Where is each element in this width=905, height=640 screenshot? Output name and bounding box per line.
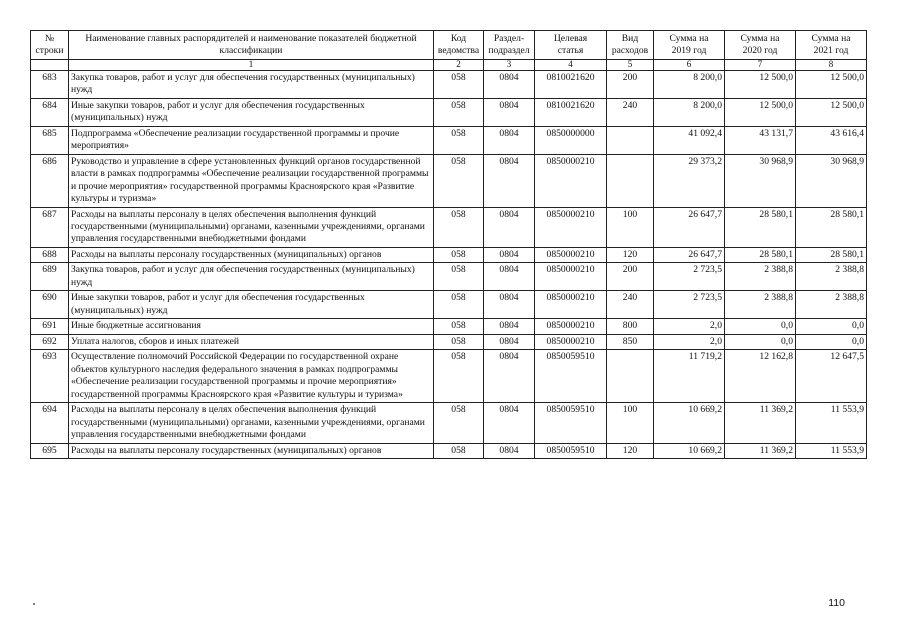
- row-number: 693: [31, 350, 69, 403]
- column-number: 8: [796, 59, 867, 70]
- row-expense-type: [607, 154, 654, 207]
- row-number: 691: [31, 319, 69, 334]
- row-name: Иные закупки товаров, работ и услуг для обеспечения государственных (муниципальных) нужд: [69, 291, 434, 319]
- row-sum-2020: 11 369,2: [725, 403, 796, 443]
- table-header: [31, 31, 867, 71]
- column-number: 3: [484, 59, 535, 70]
- margin-mark: [33, 603, 35, 605]
- table-row: [31, 319, 867, 334]
- row-expense-type: 240: [607, 291, 654, 319]
- row-name: Расходы на выплаты персоналу в целях обеспечения выполнения функций государственными (муниципальными) органами, казенными учреждениями, органами управления государственными внебюджетными фондами: [69, 207, 434, 247]
- row-sum-2020: 0,0: [725, 334, 796, 349]
- column-number: 5: [607, 59, 654, 70]
- row-section: 0804: [484, 403, 535, 443]
- row-target-article: 0850000210: [535, 291, 607, 319]
- row-expense-type: 100: [607, 403, 654, 443]
- row-name: Расходы на выплаты персоналу в целях обеспечения выполнения функций государственными (муниципальными) органами, казенными учреждениями, органами управления государственными внебюджетными фондами: [69, 403, 434, 443]
- row-dept-code: 058: [434, 291, 484, 319]
- row-expense-type: 200: [607, 263, 654, 291]
- table-row: [31, 334, 867, 349]
- row-expense-type: 120: [607, 247, 654, 262]
- row-name: Осуществление полномочий Российской Федерации по государственной охране объектов культурного наследия федерального значения в рамках подпрограммы «Обеспечение реализации государственной программы и прочие мероприятия» государственной программы Красноярского края «Развитие культуры и туризма»: [69, 350, 434, 403]
- row-sum-2021: 11 553,9: [796, 403, 867, 443]
- row-dept-code: 058: [434, 154, 484, 207]
- row-sum-2021: 11 553,9: [796, 443, 867, 458]
- header-expense-type: Вид расходов: [607, 31, 654, 60]
- row-sum-2019: 8 200,0: [654, 70, 725, 98]
- row-section: 0804: [484, 263, 535, 291]
- row-sum-2020: 0,0: [725, 319, 796, 334]
- row-name: Руководство и управление в сфере установленных функций органов государственной власти в рамках подпрограммы «Обеспечение реализации государственной программы и прочие мероприятия» государственной программы Красноярского края «Развитие культуры и туризма»: [69, 154, 434, 207]
- table-row: [31, 126, 867, 154]
- row-section: 0804: [484, 350, 535, 403]
- row-sum-2021: 2 388,8: [796, 291, 867, 319]
- row-section: 0804: [484, 70, 535, 98]
- row-sum-2020: 12 500,0: [725, 70, 796, 98]
- table-row: [31, 403, 867, 443]
- row-sum-2019: 11 719,2: [654, 350, 725, 403]
- page-number: 110: [828, 597, 845, 609]
- row-dept-code: 058: [434, 247, 484, 262]
- column-number-row: [31, 59, 867, 70]
- row-dept-code: 058: [434, 403, 484, 443]
- table-row: [31, 154, 867, 207]
- row-number: 695: [31, 443, 69, 458]
- row-target-article: 0850059510: [535, 350, 607, 403]
- row-sum-2019: 26 647,7: [654, 247, 725, 262]
- table-row: [31, 98, 867, 126]
- row-target-article: 0850000210: [535, 319, 607, 334]
- column-number: 1: [69, 59, 434, 70]
- row-section: 0804: [484, 319, 535, 334]
- row-sum-2021: 0,0: [796, 319, 867, 334]
- header-section: Раздел- подраздел: [484, 31, 535, 60]
- row-section: 0804: [484, 98, 535, 126]
- row-number: 687: [31, 207, 69, 247]
- column-number: 2: [434, 59, 484, 70]
- row-sum-2021: 28 580,1: [796, 247, 867, 262]
- row-name: Расходы на выплаты персоналу государственных (муниципальных) органов: [69, 247, 434, 262]
- row-expense-type: [607, 350, 654, 403]
- row-sum-2019: 2 723,5: [654, 291, 725, 319]
- row-sum-2021: 12 500,0: [796, 98, 867, 126]
- row-sum-2019: 41 092,4: [654, 126, 725, 154]
- table-row: [31, 207, 867, 247]
- row-number: 689: [31, 263, 69, 291]
- row-sum-2021: 12 500,0: [796, 70, 867, 98]
- header-sum-2020: Сумма на 2020 год: [725, 31, 796, 60]
- row-expense-type: 200: [607, 70, 654, 98]
- row-expense-type: 240: [607, 98, 654, 126]
- header-sum-2019: Сумма на 2019 год: [654, 31, 725, 60]
- row-target-article: 0850000210: [535, 334, 607, 349]
- column-number: 4: [535, 59, 607, 70]
- row-section: 0804: [484, 291, 535, 319]
- row-sum-2021: 30 968,9: [796, 154, 867, 207]
- row-section: 0804: [484, 154, 535, 207]
- table-body: [31, 70, 867, 458]
- row-dept-code: 058: [434, 207, 484, 247]
- row-sum-2020: 28 580,1: [725, 247, 796, 262]
- row-name: Уплата налогов, сборов и иных платежей: [69, 334, 434, 349]
- row-number: 694: [31, 403, 69, 443]
- row-name: Подпрограмма «Обеспечение реализации государственной программы и прочие мероприятия»: [69, 126, 434, 154]
- row-section: 0804: [484, 207, 535, 247]
- row-section: 0804: [484, 126, 535, 154]
- row-sum-2019: 29 373,2: [654, 154, 725, 207]
- row-expense-type: 120: [607, 443, 654, 458]
- row-dept-code: 058: [434, 334, 484, 349]
- row-name: Закупка товаров, работ и услуг для обеспечения государственных (муниципальных) нужд: [69, 70, 434, 98]
- row-number: 690: [31, 291, 69, 319]
- row-expense-type: 850: [607, 334, 654, 349]
- row-sum-2021: 2 388,8: [796, 263, 867, 291]
- row-target-article: 0850000210: [535, 263, 607, 291]
- row-dept-code: 058: [434, 126, 484, 154]
- row-dept-code: 058: [434, 350, 484, 403]
- table-row: [31, 291, 867, 319]
- row-dept-code: 058: [434, 443, 484, 458]
- row-number: 688: [31, 247, 69, 262]
- table-row: [31, 350, 867, 403]
- row-section: 0804: [484, 334, 535, 349]
- header-sum-2021: Сумма на 2021 год: [796, 31, 867, 60]
- row-sum-2020: 2 388,8: [725, 263, 796, 291]
- row-name: Иные бюджетные ассигнования: [69, 319, 434, 334]
- column-number: 7: [725, 59, 796, 70]
- header-name: Наименование главных распорядителей и наименование показателей бюджетной классификации: [69, 31, 434, 60]
- header-target-article: Целевая статья: [535, 31, 607, 60]
- row-sum-2019: 10 669,2: [654, 443, 725, 458]
- row-sum-2020: 28 580,1: [725, 207, 796, 247]
- row-target-article: 0850059510: [535, 443, 607, 458]
- table-row: [31, 263, 867, 291]
- row-sum-2019: 2,0: [654, 319, 725, 334]
- row-sum-2020: 43 131,7: [725, 126, 796, 154]
- row-dept-code: 058: [434, 70, 484, 98]
- row-section: 0804: [484, 443, 535, 458]
- table-row: [31, 247, 867, 262]
- row-expense-type: [607, 126, 654, 154]
- row-target-article: 0850000000: [535, 126, 607, 154]
- row-sum-2019: 2,0: [654, 334, 725, 349]
- row-sum-2020: 11 369,2: [725, 443, 796, 458]
- row-dept-code: 058: [434, 263, 484, 291]
- row-dept-code: 058: [434, 98, 484, 126]
- row-sum-2021: 43 616,4: [796, 126, 867, 154]
- row-name: Иные закупки товаров, работ и услуг для обеспечения государственных (муниципальных) нужд: [69, 98, 434, 126]
- row-sum-2019: 26 647,7: [654, 207, 725, 247]
- budget-table: [30, 30, 867, 459]
- row-sum-2020: 30 968,9: [725, 154, 796, 207]
- row-target-article: 0850059510: [535, 403, 607, 443]
- row-sum-2019: 2 723,5: [654, 263, 725, 291]
- row-sum-2019: 10 669,2: [654, 403, 725, 443]
- column-number: [31, 59, 69, 70]
- row-dept-code: 058: [434, 319, 484, 334]
- row-number: 685: [31, 126, 69, 154]
- row-name: Расходы на выплаты персоналу государственных (муниципальных) органов: [69, 443, 434, 458]
- row-target-article: 0850000210: [535, 154, 607, 207]
- row-sum-2020: 2 388,8: [725, 291, 796, 319]
- row-target-article: 0850000210: [535, 247, 607, 262]
- column-number: 6: [654, 59, 725, 70]
- row-section: 0804: [484, 247, 535, 262]
- row-sum-2021: 0,0: [796, 334, 867, 349]
- row-sum-2019: 8 200,0: [654, 98, 725, 126]
- row-sum-2020: 12 500,0: [725, 98, 796, 126]
- row-target-article: 0810021620: [535, 98, 607, 126]
- row-number: 684: [31, 98, 69, 126]
- header-row-number: № строки: [31, 31, 69, 60]
- table-row: [31, 70, 867, 98]
- row-sum-2021: 12 647,5: [796, 350, 867, 403]
- row-number: 692: [31, 334, 69, 349]
- header-dept-code: Код ведомства: [434, 31, 484, 60]
- row-number: 686: [31, 154, 69, 207]
- row-target-article: 0810021620: [535, 70, 607, 98]
- row-expense-type: 100: [607, 207, 654, 247]
- table-row: [31, 443, 867, 458]
- row-sum-2021: 28 580,1: [796, 207, 867, 247]
- row-expense-type: 800: [607, 319, 654, 334]
- row-number: 683: [31, 70, 69, 98]
- row-sum-2020: 12 162,8: [725, 350, 796, 403]
- row-name: Закупка товаров, работ и услуг для обеспечения государственных (муниципальных) нужд: [69, 263, 434, 291]
- row-target-article: 0850000210: [535, 207, 607, 247]
